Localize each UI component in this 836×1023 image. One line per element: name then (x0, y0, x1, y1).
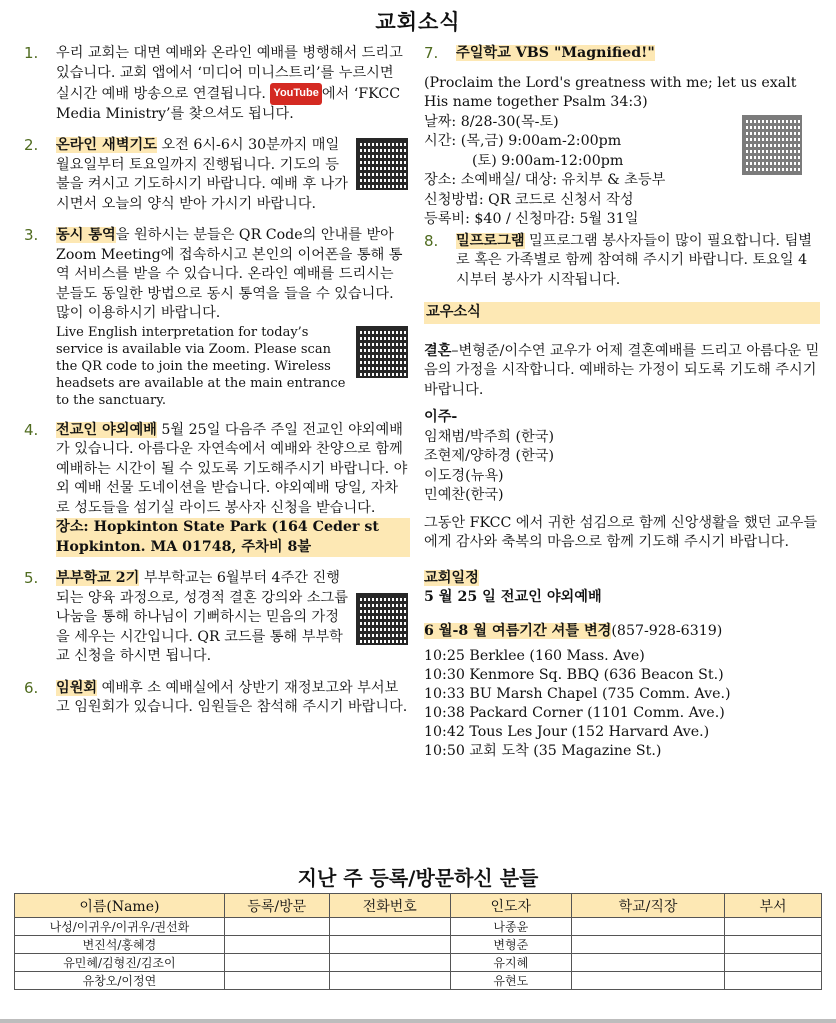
cell-dept (725, 954, 822, 972)
move-item: 민예찬(한국) (424, 487, 504, 503)
outdoor-place: 장소: Hopkinton State Park (164 Ceder st Hopkinton. MA 01748, 주차비 8불 (56, 518, 410, 557)
vbs-date: 날짜: 8/28-30(목-토) (424, 113, 559, 130)
shuttle-phone: (857-928-6319) (611, 622, 723, 639)
move-label: 이주- (424, 409, 458, 425)
shuttle-stop: 10:30 Kenmore Sq. BBQ (636 Beacon St.) (424, 667, 724, 683)
news-item-6 (24, 679, 410, 718)
table-header-row (15, 894, 822, 918)
cell-guide: 변형준 (450, 936, 571, 954)
vbs-verse: (Proclaim the Lord's greatness with me; let us exalt His name together Psalm 34:3) (424, 74, 797, 110)
item-text: 을 원하시는 분들은 QR Code의 안내를 받아 Zoom Meeting에 접속하시고 본인의 이어폰을 통해 통역 서비스를 받을 수 있습니다. 온라인 예배를 드리시는 분들도 동일한 방법으로 동시 통역을 들을 수 있습니다. 많이 이용하시기 바랍니다. (56, 227, 403, 321)
cell-work (571, 972, 724, 990)
shuttle-list (424, 647, 820, 761)
schedule-item: 5 월 25 일 전교인 야외예배 (424, 589, 602, 605)
item-number: 5. (24, 569, 39, 587)
vbs-time-sat: (토) 9:00am-12:00pm (472, 152, 624, 169)
news-item-3 (24, 226, 410, 409)
news-item-2 (24, 136, 410, 214)
news-item-7 (424, 44, 820, 230)
youtube-logo-icon: YouTube (270, 83, 321, 105)
col-header-work: 학교/직장 (571, 894, 724, 918)
item-text-cont: 에서 ‘FKCC Media Ministry’를 찾으셔도 됩니다. (56, 86, 401, 122)
wedding-label: 결혼 (424, 342, 452, 359)
item-number: 2. (24, 136, 39, 154)
cell-dept (725, 972, 822, 990)
item-number: 1. (24, 44, 39, 62)
item-highlight: 주일학교 VBS "Magnified!" (456, 45, 655, 61)
news-item-1 (24, 44, 410, 124)
qr-code-icon[interactable] (742, 115, 802, 175)
item-number: 3. (24, 226, 39, 244)
registration-table (14, 893, 822, 990)
cell-guide: 나종윤 (450, 918, 571, 936)
cell-dept (725, 936, 822, 954)
news-item-8 (424, 232, 820, 291)
news-item-5 (24, 569, 410, 667)
col-header-name: 이름(Name) (15, 894, 225, 918)
item-highlight: 전교인 야외예배 (56, 421, 157, 438)
table-row (15, 918, 822, 936)
item-text: 오전 6시-6시 30분까지 매일 월요일부터 토요일까지 진행됩니다. 기도의 등불을 켜시고 기도하시기 바랍니다. 예배 후 나가시면서 오늘의 양식 받아 가시기 바랍니다. (56, 137, 348, 212)
col-header-status: 등록/방문 (224, 894, 329, 918)
right-column (424, 44, 820, 761)
vbs-place: 장소: 소예배실/ 대상: 유치부 & 초등부 (424, 172, 666, 188)
english-text: Live English interpretation for today’s service is available via Zoom. Please scan the QR code to join the meeting. Wireless headsets are available at the main entrance to the sanctuary. (56, 324, 346, 408)
wedding-news (424, 342, 820, 401)
shuttle-stop: 10:25 Berklee (160 Mass. Ave) (424, 648, 645, 664)
col-header-phone: 전화번호 (329, 894, 450, 918)
thanks-text: 그동안 FKCC 에서 귀한 섬김으로 함께 신앙생활을 했던 교우들에게 감사와 축복의 마음으로 함께 기도해 주시기 바랍니다. (424, 514, 818, 550)
item-highlight: 동시 통역 (56, 227, 116, 243)
cell-phone (329, 972, 450, 990)
shuttle-highlight: 6 월-8 월 여름기간 셔틀 변경 (424, 622, 612, 639)
registration-title: 지난 주 등록/방문하신 분들 (297, 866, 539, 890)
cell-status (224, 972, 329, 990)
news-item-4 (24, 421, 410, 558)
qr-code-icon[interactable] (356, 138, 408, 190)
english-notice (56, 324, 410, 409)
shuttle-stop: 10:33 BU Marsh Chapel (735 Comm. Ave.) (424, 686, 731, 702)
move-item: 임채범/박주희 (한국) (424, 428, 555, 445)
qr-code-icon[interactable] (356, 326, 408, 378)
shuttle-stop: 10:50 교회 도착 (35 Magazine St.) (424, 743, 662, 759)
table-row (15, 972, 822, 990)
cell-work (571, 954, 724, 972)
vbs-time: 시간: (목,금) 9:00am-2:00pm (424, 133, 622, 149)
item-highlight: 부부학교 2기 (56, 570, 140, 586)
cell-phone (329, 918, 450, 936)
item-text: 부부학교는 6월부터 4주간 진행되는 양육 과정으로, 성경적 결혼 강의와 소그룹 나눔을 통해 하나님이 기뻐하시는 믿음의 가정을 세우는 시간입니다. QR 코드를 통해 부부학교 신청을 하시면 됩니다. (56, 570, 348, 664)
vbs-apply: 신청방법: QR 코드로 신청서 작성 (424, 191, 634, 208)
vbs-fee: 등록비: $40 / 신청마감: 5월 31일 (424, 211, 639, 227)
item-number: 6. (24, 678, 39, 697)
item-highlight: 임원회 (56, 679, 98, 696)
shuttle-header (424, 622, 820, 642)
member-news-header: 교우소식 (424, 302, 820, 324)
cell-status (224, 936, 329, 954)
item-text: 우리 교회는 대면 예배와 온라인 예배를 병행해서 드리고 있습니다. 교회 앱에서 ‘미디어 미니스트리’를 누르시면 실시간 예배 방송으로 연결됩니다. (56, 45, 403, 102)
wedding-text: –변형준/이수연 교우가 어제 결혼예배를 드리고 아름다운 믿음의 가정을 시작합니다. 예배하는 가정이 되도록 기도해 주시기 바랍니다. (424, 342, 820, 398)
move-item: 조현제/양하경 (한국) (424, 448, 555, 464)
item-number: 7. (424, 44, 439, 62)
item-text: 밀프로그램 봉사자들이 많이 필요합니다. 팀별로 혹은 가족별로 함께 참여해 주시기 바랍니다. 토요일 4시부터 봉사가 시작됩니다. (456, 232, 812, 288)
page-title: 교회소식 (375, 9, 461, 34)
cell-phone (329, 954, 450, 972)
move-item: 이도경(뉴욕) (424, 467, 504, 484)
table-row (15, 954, 822, 972)
left-column (24, 44, 410, 730)
cell-guide: 유현도 (450, 972, 571, 990)
cell-name: 유창오/이정연 (15, 972, 225, 990)
item-number: 4. (24, 420, 39, 439)
cell-work (571, 918, 724, 936)
qr-code-icon[interactable] (356, 593, 408, 645)
footer-divider (0, 1019, 836, 1023)
table-row (15, 936, 822, 954)
cell-name: 나성/이귀우/이귀우/권선화 (15, 918, 225, 936)
cell-work (571, 936, 724, 954)
cell-status (224, 954, 329, 972)
item-highlight: 밀프로그램 (456, 232, 525, 249)
shuttle-stop: 10:38 Packard Corner (1101 Comm. Ave.) (424, 705, 725, 721)
cell-dept (725, 918, 822, 936)
col-header-dept: 부서 (725, 894, 822, 918)
cell-status (224, 918, 329, 936)
schedule-header: 교회일정 (424, 569, 479, 586)
col-header-guide: 인도자 (450, 894, 571, 918)
item-highlight: 온라인 새벽기도 (56, 137, 157, 153)
cell-name: 변진석/홍혜경 (15, 936, 225, 954)
cell-name: 유민혜/김형진/김조이 (15, 954, 225, 972)
shuttle-stop: 10:42 Tous Les Jour (152 Harvard Ave.) (424, 724, 710, 740)
cell-guide: 유지혜 (450, 954, 571, 972)
item-text: 5월 25일 다음주 주일 전교인 야외예배가 있습니다. 아름다운 자연속에서 예배와 찬양으로 함께 예배하는 시간이 될 수 있도록 기도해주시기 바랍니다. 야외 예배 선물 도네이션을 받습니다. 야외예배 당일, 자차로 성도들을 섬기실 라이드 봉사자 신청을 받습니다. (56, 421, 408, 516)
item-number: 8. (424, 231, 439, 250)
item-text: 예배후 소 예배실에서 상반기 재정보고와 부서보고 임원회가 있습니다. 임원들은 참석해 주시기 바랍니다. (56, 679, 408, 715)
cell-phone (329, 936, 450, 954)
